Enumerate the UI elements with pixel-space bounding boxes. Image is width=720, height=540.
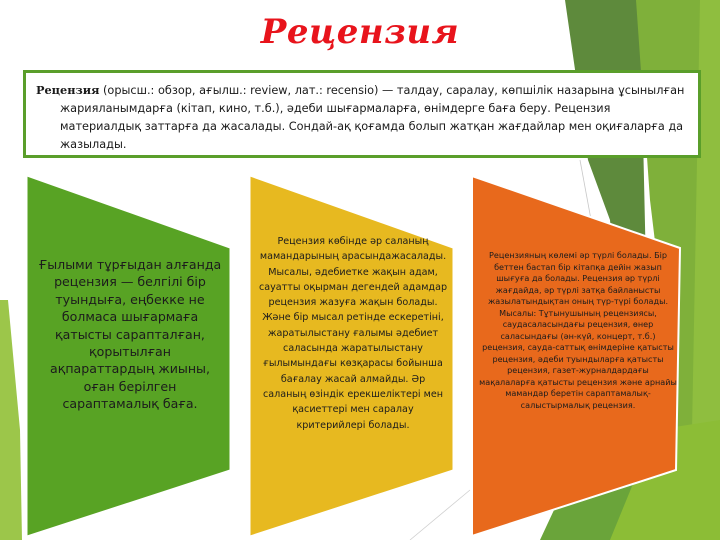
- definition-term: Рецензия: [36, 83, 100, 97]
- definition-text: (орысш.: обзор, ағылш.: review, лат.: recensio) — талдау, саралау, көпшілік назарына ұсынылған жарияланымдарға (кітап, кино, т.б.), әдеби шығармаларға, өнімдерге баға беру. Рецензия материалдық заттарға да жасалады. Сондай-ақ қоғамда болып жатқан жағдайлар мен оқиғаларға да жазылады.: [60, 84, 685, 151]
- card-yellow-text: Рецензия көбінде әр саланың мамандарының арасындажасалады. Мысалы, әдебиетке жақын адам, сауатты оқырман дегендей адамдар рецензия жазуға жақын болады. Және бір мысал ретінде ескеретіні, жаратылыстану ғалымы әдебиет саласында жаратылыстану ғылымындағы көзқарасы бойынша бағалау жасай алмайды. Әр саланың өзіндік ерекшеліктері мен қасиеттері мен саралау критерийлері болады.: [258, 236, 448, 431]
- card-orange-text: Рецензияның көлемі әр түрлі болады. Бір беттен бастап бір кітапқа дейін жазып шығуға да болады. Рецензия әр түрлі жағдайда, әр түрлі затқа байланысты жазылатындықтан оның түр-түрі болады. Мысалы: Тұтынушының рецензиясы, саудасаласындағы рецензия, өнер саласындағы (ән-күй, концерт, т.б.) рецензия, сауда-саттық өнімдеріне қатысты рецензия, әдеби туындыларға қатысты рецензия, газет-журналдардағы мақалаларға қатысты рецензия және арнайы мамандар беретін сараптамалық-салыстырмалық рецензия.: [479, 250, 677, 410]
- slide-title: Рецензия: [260, 12, 460, 52]
- card-green-text: Ғылыми тұрғыдан алғанда рецензия — белгілі бір туындыға, еңбекке не болмаса шығармаға қатысты сарапталған, қорытылған ақпараттардың жиыны, оған берілген сараптамалық баға.: [38, 257, 222, 412]
